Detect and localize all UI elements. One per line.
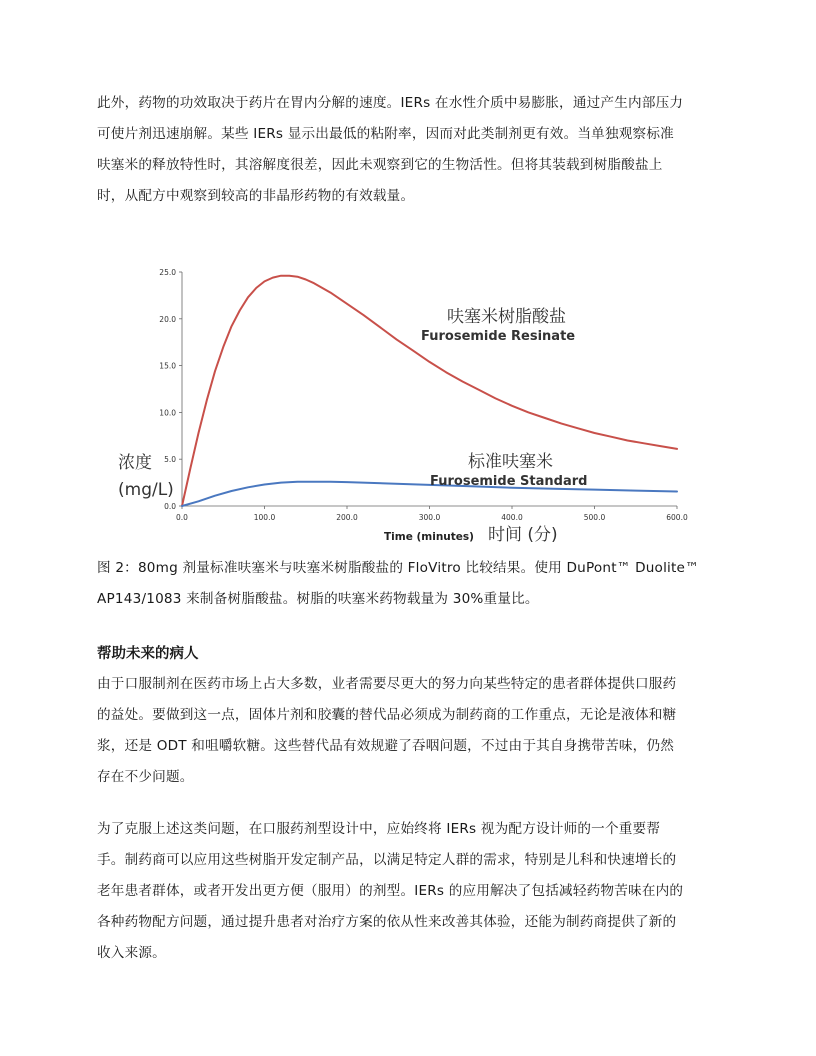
text-line: 收入来源。: [97, 945, 166, 961]
x-tick-label: 100.0: [253, 513, 276, 522]
x-tick-label: 500.0: [583, 513, 606, 522]
figure-caption: [97, 553, 722, 615]
series-line-resinate: [182, 276, 677, 506]
text-line: 呋塞米的释放特性时，其溶解度很差，因此未观察到它的生物活性。但将其装载到树脂酸盐上: [97, 157, 663, 173]
y-tick-label: 15.0: [159, 361, 176, 371]
x-tick-label: 0.0: [176, 513, 188, 522]
text-line: 手。制药商可以应用这些树脂开发定制产品，以满足特定人群的需求，特别是儿科和快速增长的: [97, 852, 677, 868]
concentration-time-chart: [0, 250, 816, 550]
x-axis-title: Time (minutes): [384, 531, 474, 543]
text-line: 为了克服上述这类问题，在口服药剂型设计中，应始终将 IERs 视为配方设计师的一个重要帮: [97, 821, 661, 837]
series-label-standard-cn: 标准呋塞米: [468, 452, 553, 472]
y-tick-label: 25.0: [159, 268, 176, 277]
text-line: 此外，药物的功效取决于药片在胃内分解的速度。IERs 在水性介质中易膨胀，通过产生内部压力: [97, 95, 684, 111]
text-line: 浆，还是 ODT 和咀嚼软糖。这些替代品有效规避了吞咽问题，不过由于其自身携带苦味，仍然: [97, 738, 675, 754]
x-tick-label: 300.0: [418, 513, 441, 522]
chart-series: [182, 276, 677, 506]
body-paragraph: [97, 669, 722, 793]
caption-line: 图 2：80mg 剂量标准呋塞米与呋塞米树脂酸盐的 FloVitro 比较结果。使用 DuPont™ Duolite™: [97, 560, 699, 576]
x-tick-label: 400.0: [501, 513, 523, 522]
y-axis-title-cn-line2: (mg/L): [118, 480, 174, 500]
y-tick-label: 0.0: [164, 502, 176, 511]
series-label-resinate-en: Furosemide Resinate: [421, 329, 576, 344]
y-tick-label: 5.0: [164, 455, 176, 465]
y-tick-label: 10.0: [159, 408, 176, 418]
x-axis-title-cn: 时间 (分): [488, 525, 558, 545]
text-line: 各种药物配方问题，通过提升患者对治疗方案的依从性来改善其体验，还能为制药商提供了新的: [97, 914, 677, 930]
body-paragraph: [97, 814, 722, 969]
text-line: 可使片剂迅速崩解。某些 IERs 显示出最低的粘附率，因而对此类制剂更有效。当单独观察标准: [97, 126, 674, 142]
caption-line: AP143/1083 来制备树脂酸盐。树脂的呋塞米药物载量为 30%重量比。: [97, 591, 539, 607]
text-line: 存在不少问题。: [97, 769, 194, 785]
y-axis-title-cn-line1: 浓度: [118, 453, 152, 473]
series-label-standard-en: Furosemide Standard: [430, 474, 588, 489]
x-tick-label: 600.0: [666, 513, 688, 522]
chart-axes: [182, 272, 677, 506]
series-label-resinate-cn: 呋塞米树脂酸盐: [447, 307, 566, 327]
text-line: 的益处。要做到这一点，固体片剂和胶囊的替代品必须成为制药商的工作重点，无论是液体和糖: [97, 707, 677, 723]
text-line: 由于口服制剂在医药市场上占大多数，业者需要尽更大的努力向某些特定的患者群体提供口服药: [97, 676, 677, 692]
section-heading: 帮助未来的病人: [97, 646, 199, 662]
text-line: 时，从配方中观察到较高的非晶形药物的有效载量。: [97, 188, 415, 204]
intro-paragraph: [97, 88, 722, 212]
text-line: 老年患者群体，或者开发出更方便（服用）的剂型。IERs 的应用解决了包括减轻药物苦味在内的: [97, 883, 684, 899]
y-tick-label: 20.0: [159, 314, 176, 324]
x-tick-label: 200.0: [336, 513, 358, 522]
